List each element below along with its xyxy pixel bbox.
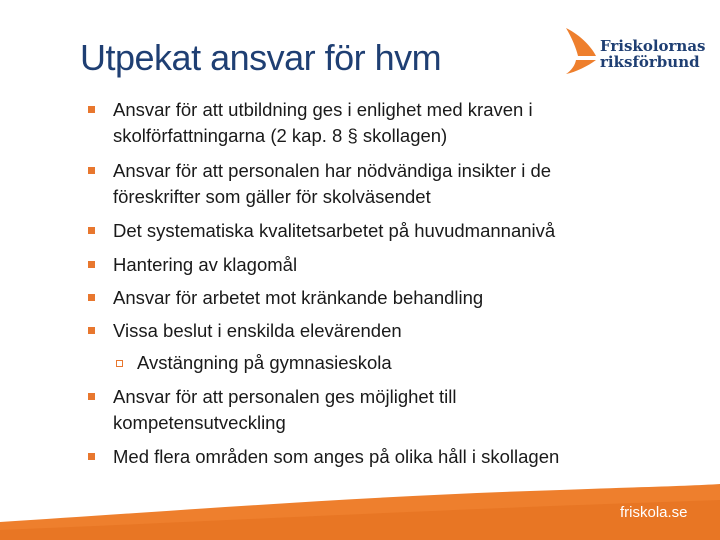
bullet-text: Ansvar för arbetet mot kränkande behandling xyxy=(113,287,484,308)
sub-bullet-text: Avstängning på gymnasieskola xyxy=(137,352,392,373)
hollow-square-bullet-icon xyxy=(116,360,123,367)
square-bullet-icon xyxy=(88,106,95,113)
logo-wordmark xyxy=(600,38,706,70)
logo-line-1: Friskolornas xyxy=(600,37,706,55)
square-bullet-icon xyxy=(88,261,95,268)
footer-website: friskola.se xyxy=(620,504,688,521)
bullet-text: Det systematiska kvalitetsarbetet på huvudmannanivå xyxy=(113,220,556,241)
square-bullet-icon xyxy=(88,227,95,234)
bullet-text: Hantering av klagomål xyxy=(113,254,298,275)
logo xyxy=(562,26,706,78)
bullet-text: Ansvar för att personalen har nödvändiga insikter i de föreskrifter som gäller för skolväsendet xyxy=(113,160,552,207)
square-bullet-icon xyxy=(88,167,95,174)
bullet-text: Ansvar för att utbildning ges i enlighet med kraven i skolförfattningarna (2 kap. 8 § skollagen) xyxy=(113,99,533,146)
sail-logo-icon xyxy=(562,26,602,76)
footer-wave xyxy=(0,482,720,540)
square-bullet-icon xyxy=(88,393,95,400)
bullet-text: Med flera områden som anges på olika håll i skollagen xyxy=(113,446,560,467)
square-bullet-icon xyxy=(88,327,95,334)
square-bullet-icon xyxy=(88,294,95,301)
slide-title: Utpekat ansvar för hvm xyxy=(80,37,442,78)
bullet-text: Ansvar för att personalen ges möjlighet till kompetensutveckling xyxy=(113,386,457,433)
logo-line-2: riksförbund xyxy=(600,53,700,71)
bullet-text: Vissa beslut i enskilda elevärenden xyxy=(113,320,402,341)
square-bullet-icon xyxy=(88,453,95,460)
